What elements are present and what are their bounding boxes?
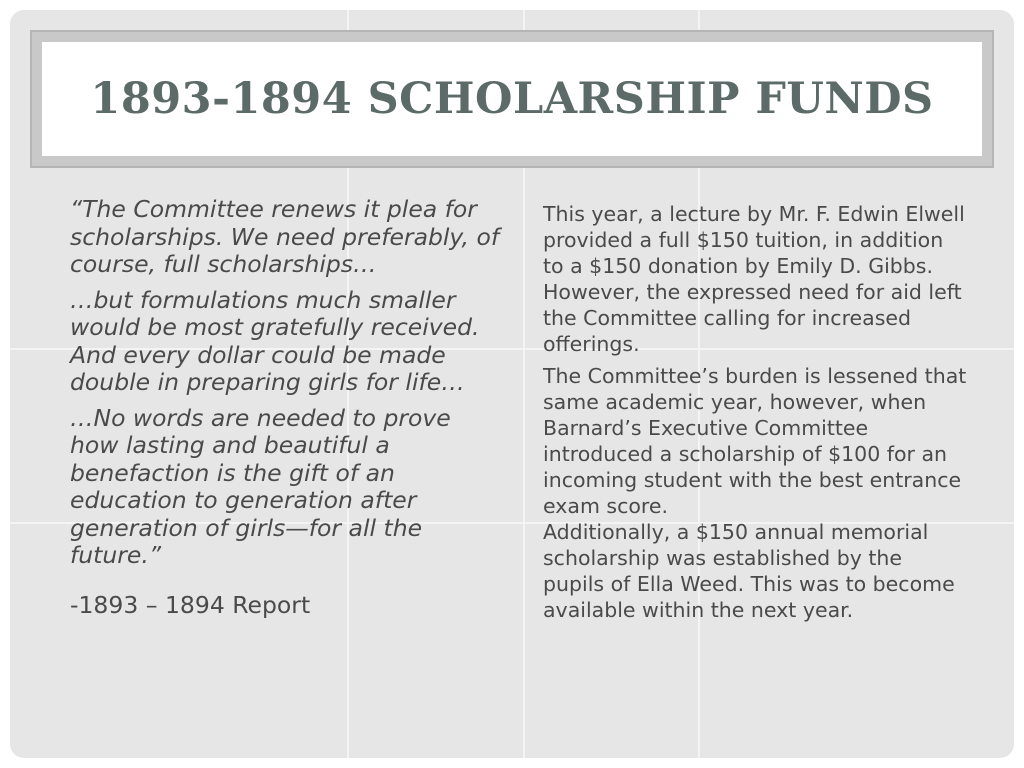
body-paragraph: Additionally, a $150 annual memorial scholarship was established by the pupils of Ella Weed. This was to become available within the next year. (543, 520, 955, 622)
title-frame (30, 30, 994, 168)
quote-paragraph: …but formulations much smaller would be most gratefully received. And every dollar could be made double in preparing girls for life… (70, 285, 480, 396)
quote-attribution: -1893 – 1894 Report (70, 590, 311, 619)
quote-paragraph: …No words are needed to prove how lasting and beautiful a benefaction is the gift of an education to generation after generation of girls—for all the future.” (70, 403, 451, 569)
narrative-column (543, 201, 968, 629)
body-paragraph: This year, a lecture by Mr. F. Edwin Elwell provided a full $150 tuition, in addition to a $150 donation by Emily D. Gibbs. However, the expressed need for aid left the Committee calling for increased offerings. (543, 202, 965, 356)
quote-paragraph: “The Committee renews it plea for scholarships. We need preferably, of course, full scholarships… (70, 195, 500, 278)
body-paragraph: The Committee’s burden is lessened that same academic year, however, when Barnard’s Executive Committee introduced a scholarship of $100 for an incoming student with the best entrance exam score. (543, 364, 967, 518)
quote-column (70, 196, 500, 619)
title-box (42, 42, 982, 156)
slide-title: 1893-1894 SCHOLARSHIP FUNDS (90, 74, 934, 124)
slide-background (10, 10, 1014, 758)
